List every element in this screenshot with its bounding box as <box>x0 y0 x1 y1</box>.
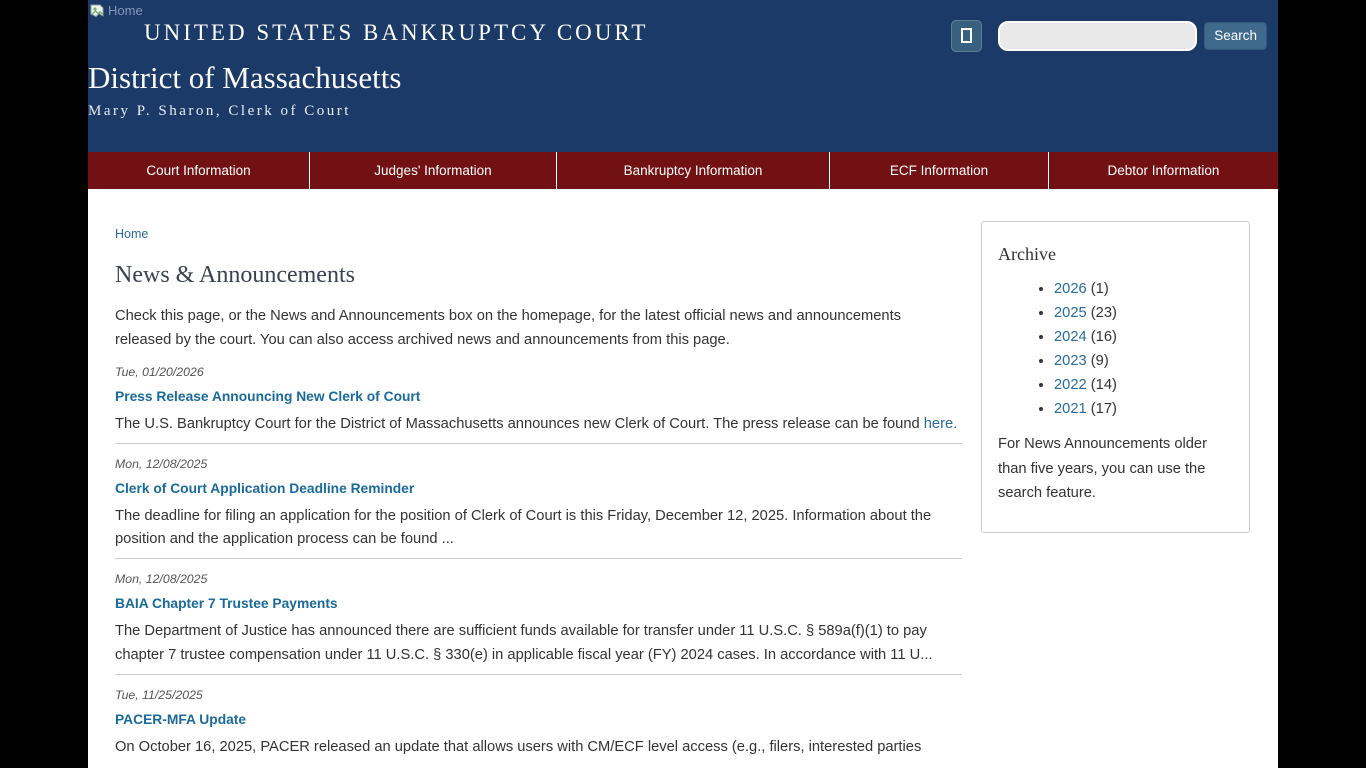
archive-year-count: (1) <box>1090 281 1109 297</box>
court-title: UNITED STATES BANKRUPTCY COURT <box>144 20 649 45</box>
archive-year-item <box>1054 353 1233 369</box>
district-title: District of Massachusetts <box>88 60 402 95</box>
news-title-link[interactable]: PACER-MFA Update <box>115 711 247 727</box>
news-title-link[interactable]: BAIA Chapter 7 Trustee Payments <box>115 596 338 612</box>
breadcrumb-home-link[interactable]: Home <box>115 227 149 241</box>
news-title-link[interactable]: Press Release Announcing New Clerk of Court <box>115 389 421 404</box>
news-date: Mon, 12/08/2025 <box>115 456 208 471</box>
news-item <box>115 365 962 444</box>
clerk-of-court-line: Mary P. Sharon, Clerk of Court <box>88 103 351 119</box>
page <box>88 0 1278 768</box>
archive-note: For News Announcements older than five years, you can use the search feature. <box>998 436 1207 501</box>
content-column <box>88 189 962 759</box>
archive-list <box>998 281 1233 417</box>
news-body: On October 16, 2025, PACER released an update that allows users with CM/ECF level access (e.g., filers, interested parties <box>115 738 922 755</box>
archive-year-link[interactable]: 2024 <box>1054 329 1087 345</box>
archive-year-count: (9) <box>1090 353 1109 369</box>
search-icon-button[interactable] <box>951 20 982 52</box>
archive-year-link[interactable]: 2022 <box>1054 377 1087 393</box>
archive-year-count: (23) <box>1090 305 1117 321</box>
news-body: The Department of Justice has announced there are sufficient funds available for transfer under 11 U.S.C. § 589a(f)(1) to pay chapter 7 trustee compensation under 11 U.S.C. § 330(e) in applicable fiscal year (FY) 2024 cases. In accordance with 11 U... <box>115 623 933 663</box>
main-area <box>88 189 1278 768</box>
nav-item-bankruptcy-information[interactable]: Bankruptcy Information <box>556 152 829 189</box>
nav-item-judges-information[interactable]: Judges' Information <box>309 152 556 189</box>
news-body: The deadline for filing an application for the position of Clerk of Court is this Friday, December 12, 2025. Information about the position and the application process can be found ... <box>115 507 932 548</box>
nav-item-court-information[interactable]: Court Information <box>146 163 251 178</box>
news-date: Mon, 12/08/2025 <box>115 572 208 587</box>
breadcrumb <box>115 227 962 241</box>
broken-image-icon <box>89 3 106 20</box>
archive-title: Archive <box>998 244 1056 264</box>
header-search-area <box>951 19 1267 52</box>
page-title: News & Announcements <box>115 262 355 288</box>
intro-paragraph: Check this page, or the News and Announcements box on the homepage, for the latest official news and announcements released by the court. You can also access archived news and announcements from this page. <box>115 308 902 348</box>
missing-glyph-icon <box>961 28 972 43</box>
search-button[interactable]: Search <box>1204 22 1267 50</box>
archive-year-item <box>1054 329 1233 345</box>
news-separator <box>115 558 962 559</box>
news-title-link[interactable]: Clerk of Court Application Deadline Reminder <box>115 480 415 496</box>
news-date: Tue, 01/20/2026 <box>115 365 204 379</box>
archive-year-item <box>1054 401 1233 417</box>
news-separator <box>115 674 962 675</box>
news-date: Tue, 11/25/2025 <box>115 687 203 702</box>
news-separator <box>115 443 962 444</box>
archive-year-item <box>1054 305 1233 321</box>
nav-item-debtor-information[interactable]: Debtor Information <box>1048 152 1278 189</box>
news-item <box>115 457 962 559</box>
archive-year-item <box>1054 281 1233 297</box>
main-nav <box>88 152 1278 189</box>
news-here-link[interactable]: here. <box>923 416 958 432</box>
archive-year-count: (17) <box>1090 401 1117 417</box>
news-body-text: The U.S. Bankruptcy Court for the District of Massachusetts announces new Clerk of Court. The press release can be found <box>115 416 924 432</box>
news-item <box>115 572 962 674</box>
archive-sidebar <box>981 221 1250 533</box>
archive-year-link[interactable]: 2023 <box>1054 353 1087 369</box>
news-item <box>115 688 962 760</box>
archive-year-link[interactable]: 2026 <box>1054 281 1087 297</box>
search-input[interactable] <box>998 21 1197 51</box>
archive-year-count: (16) <box>1090 329 1117 345</box>
site-header <box>88 0 1278 152</box>
archive-year-item <box>1054 377 1233 393</box>
archive-year-count: (14) <box>1090 377 1117 393</box>
home-logo-link[interactable] <box>89 3 143 20</box>
news-body <box>115 413 962 437</box>
archive-year-link[interactable]: 2021 <box>1054 401 1087 417</box>
archive-year-link[interactable]: 2025 <box>1054 305 1087 321</box>
home-alt-text: Home <box>108 3 143 18</box>
nav-item-ecf-information[interactable]: ECF Information <box>829 152 1048 189</box>
